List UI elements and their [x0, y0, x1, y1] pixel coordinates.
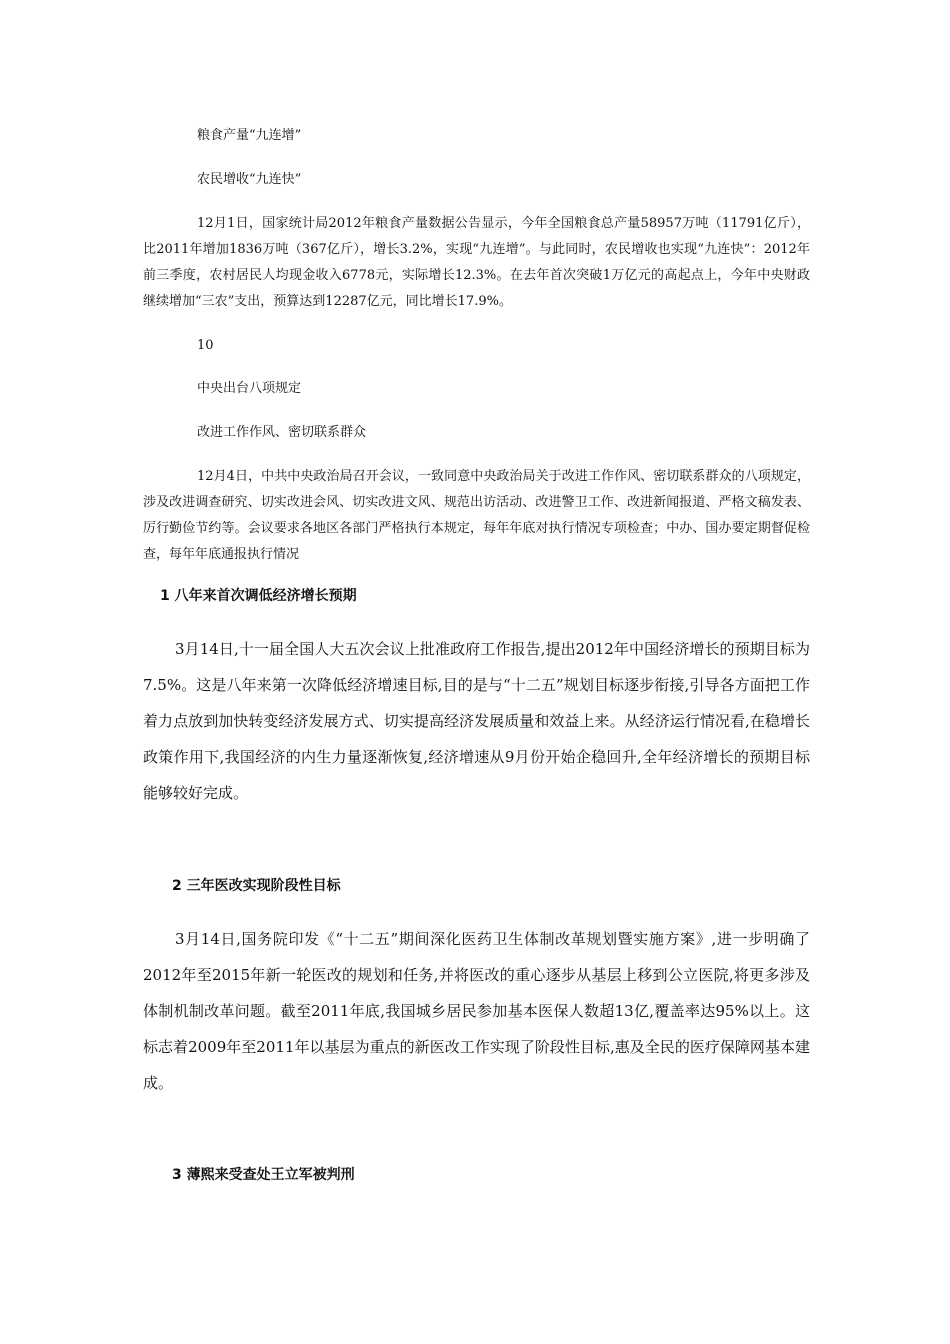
section2-heading-a: 中央出台八项规定 [197, 381, 302, 396]
item2-body: 3月14日,国务院印发《“十二五”期间深化医药卫生体制改革规划暨实施方案》,进一步明确了2012年至2015年新一轮医改的规划和任务,并将医改的重心逐步从基层上移到公立医院,将更多涉及体制机制改革问题。截至2011年底,我国城乡居民参加基本医保人数超13亿,覆盖率达95%以上。这标志着2009年至2011年以基层为重点的新医改工作实现了阶段性目标,惠及全民的医疗保障网基本建成。 [143, 930, 810, 1092]
section1-heading-a: 粮食产量“九连增” [197, 128, 302, 143]
item1-body: 3月14日,十一届全国人大五次会议上批准政府工作报告,提出2012年中国经济增长的预期目标为7.5%。这是八年来第一次降低经济增速目标,目的是与“十二五”规划目标逐步衔接,引导各方面把工作着力点放到加快转变经济发展方式、切实提高经济发展质量和效益上来。从经济运行情况看,在稳增长政策作用下,我国经济的内生力量逐渐恢复,经济增速从9月份开始企稳回升,全年经济增长的预期目标能够较好完成。 [143, 640, 810, 802]
section2-body: 12月4日，中共中央政治局召开会议，一致同意中央政治局关于改进工作作风、密切联系群众的八项规定，涉及改进调查研究、切实改进会风、切实改进文风、规范出访活动、改进警卫工作、改进新闻报道、严格文稿发表、厉行勤俭节约等。会议要求各地区各部门严格执行本规定，每年年底对执行情况专项检查；中办、国办要定期督促检查，每年年底通报执行情况 [143, 469, 810, 562]
item3-heading: 3 薄熙来受查处王立军被判刑 [172, 1167, 355, 1183]
section1-body: 12月1日，国家统计局2012年粮食产量数据公告显示，今年全国粮食总产量58957万吨（11791亿斤），比2011年增加1836万吨（367亿斤），增长3.2%，实现“九连增”。与此同时，农民增收也实现“九连快”：2012年前三季度，农村居民人均现金收入6778元，实际增长12.3%。在去年首次突破1万亿元的高起点上，今年中央财政继续增加“三农”支出，预算达到12287亿元，同比增长17.9%。 [143, 216, 810, 309]
section2-number: 10 [197, 338, 214, 353]
section2-heading-b: 改进工作作风、密切联系群众 [197, 425, 367, 440]
section1-heading-b: 农民增收“九连快” [197, 172, 302, 187]
item1-heading: 1 八年来首次调低经济增长预期 [160, 588, 357, 604]
item2-heading: 2 三年医改实现阶段性目标 [172, 878, 341, 894]
